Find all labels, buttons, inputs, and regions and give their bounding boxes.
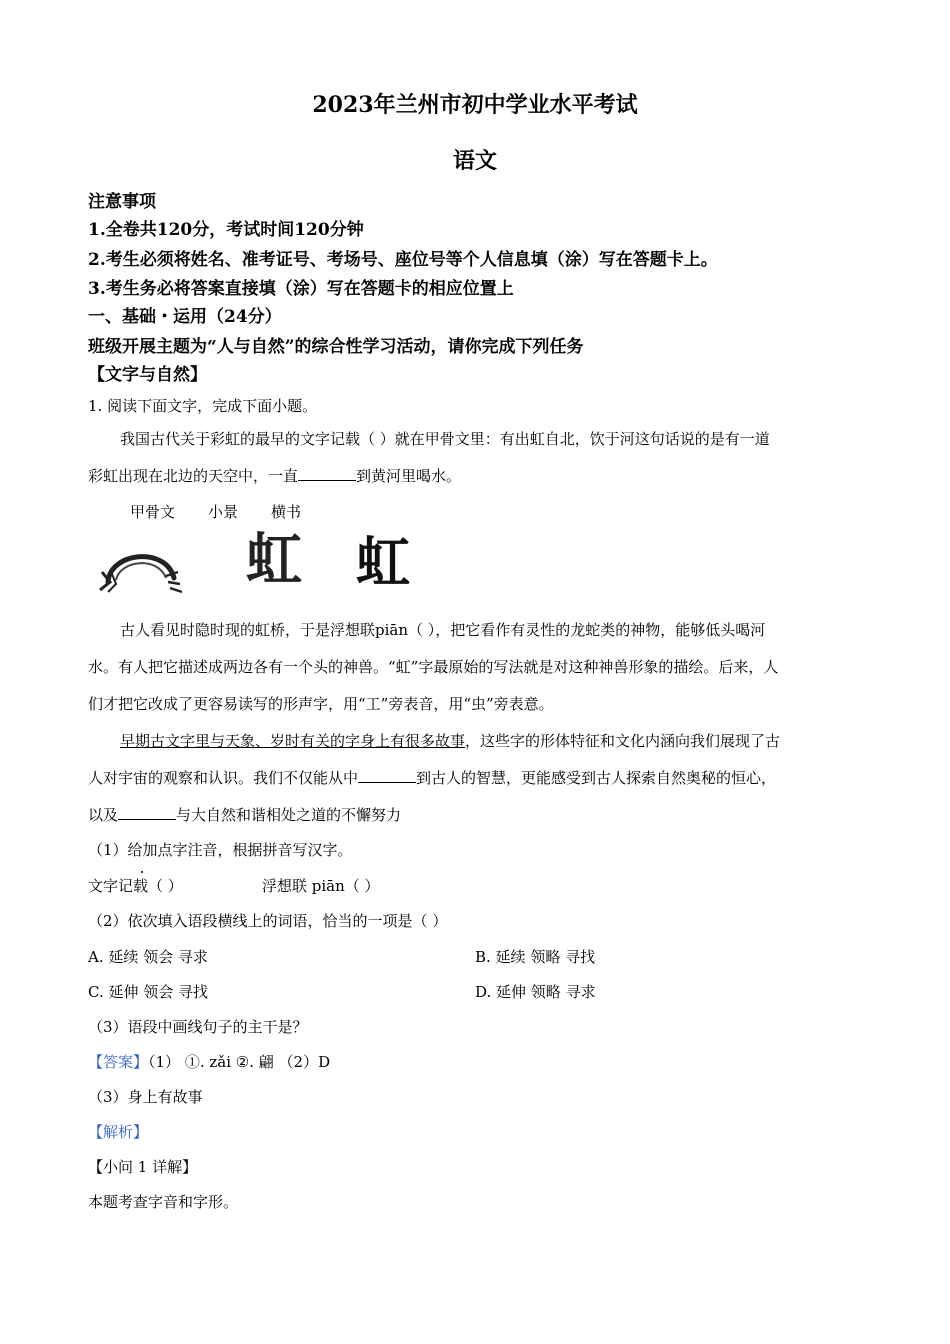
small-seal-rainbow-glyph: 虹 bbox=[246, 528, 302, 593]
subject-title: 语文 bbox=[452, 148, 497, 174]
sub-question-1-item-a bbox=[88, 876, 183, 896]
passage-text: 以及 bbox=[88, 806, 119, 824]
notes-item-3: 3.考生务必将答案直接填（涂）写在答题卡的相应位置上 bbox=[88, 279, 514, 299]
answer-tag: 【答案】 bbox=[88, 1053, 149, 1071]
notes-item-1: 1.全卷共120分，考试时间120分钟 bbox=[88, 220, 364, 240]
image-label-oracle: 甲骨文 bbox=[130, 503, 176, 521]
section-intro: 班级开展主题为“人与自然”的综合性学习活动，请你完成下列任务 bbox=[88, 337, 584, 357]
clerical-rainbow-glyph: 虹 bbox=[356, 530, 410, 594]
passage-text: ，这些字的形体特征和文化内涵向我们展现了古 bbox=[465, 732, 781, 750]
option-b: B. 延续 领略 寻找 bbox=[475, 948, 596, 966]
passage-p1-line2 bbox=[88, 466, 461, 486]
passage-p3-line2 bbox=[88, 768, 776, 788]
image-label-clerical: 横书 bbox=[271, 503, 302, 521]
answer-text: （1） ①. zǎi ②. 翩 （2）D bbox=[148, 1053, 331, 1071]
oracle-bone-rainbow-glyph bbox=[96, 538, 186, 594]
passage-p1-line1: 我国古代关于彩虹的最早的文字记载（ ）就在甲骨文里：有出虹自北，饮于河这句话说的是有一道 bbox=[120, 430, 770, 448]
analysis-text: 本题考查字音和字形。 bbox=[88, 1193, 239, 1211]
passage-text: 彩虹出现在北边的天空中，一直 bbox=[88, 467, 299, 485]
analysis-sub-heading: 【小问 1 详解】 bbox=[88, 1158, 198, 1176]
sub-question-3: （3）语段中画线句子的主干是？ bbox=[88, 1018, 308, 1036]
passage-text: 到黄河里喝水。 bbox=[356, 467, 462, 485]
exam-title: 2023年兰州市初中学业水平考试 bbox=[312, 92, 638, 118]
option-a: A. 延续 领会 寻求 bbox=[88, 948, 208, 966]
passage-p2-line1: 古人看见时隐时现的虹桥，于是浮想联piān（ ），把它看作有灵性的龙蛇类的神物，能够低头喝河 bbox=[120, 621, 766, 639]
passage-p3-line1 bbox=[120, 731, 780, 751]
item-text: 文字记 bbox=[88, 877, 134, 895]
passage-p2-line2: 水。有人把它描述成两边各有一个头的神兽。“虹”字最原始的写法就是对这种神兽形象的描绘。后来，人 bbox=[88, 658, 779, 676]
option-c: C. 延伸 领会 寻找 bbox=[88, 983, 209, 1001]
question-prompt: 1. 阅读下面文字，完成下面小题。 bbox=[88, 397, 318, 415]
dotted-character: 载 bbox=[133, 877, 149, 895]
section-title: 一、基础・运用（24分） bbox=[88, 307, 282, 327]
answer-line-2: （3）身上有故事 bbox=[88, 1088, 203, 1106]
fill-blank bbox=[298, 466, 356, 481]
fill-blank bbox=[118, 805, 176, 820]
passage-text: 到古人的智慧，更能感受到古人探索自然奥秘的恒心， bbox=[416, 769, 777, 787]
passage-text: 与大自然和谐相处之道的不懈努力 bbox=[176, 806, 402, 824]
sub-question-1-item-b: 浮想联 piān（ ） bbox=[262, 877, 380, 895]
passage-text: 人对宇宙的观察和认识。我们不仅能从中 bbox=[88, 769, 359, 787]
answer-line-1 bbox=[88, 1052, 330, 1072]
underlined-sentence: 早期古文字里与天象、岁时有关的字身上有很多故事 bbox=[120, 732, 466, 750]
notes-item-2: 2.考生必须将姓名、准考证号、考场号、座位号等个人信息填（涂）写在答题卡上。 bbox=[88, 250, 718, 270]
passage-p2-line3: 们才把它改成了更容易读写的形声字，用“工”旁表音，用“虫”旁表意。 bbox=[88, 695, 554, 713]
option-d: D. 延伸 领略 寻求 bbox=[475, 983, 596, 1001]
sub-question-2: （2）依次填入语段横线上的词语，恰当的一项是（ ） bbox=[88, 912, 448, 930]
image-label-small-seal: 小景 bbox=[208, 503, 239, 521]
notes-heading: 注意事项 bbox=[88, 192, 156, 212]
analysis-tag: 【解析】 bbox=[88, 1123, 149, 1141]
fill-blank bbox=[358, 768, 416, 783]
answer-blank: （ ） bbox=[148, 877, 183, 895]
section-sub-heading: 【文字与自然】 bbox=[88, 365, 207, 385]
sub-question-1: （1）给加点字注音，根据拼音写汉字。 bbox=[88, 841, 353, 859]
passage-p3-line3 bbox=[88, 805, 401, 825]
